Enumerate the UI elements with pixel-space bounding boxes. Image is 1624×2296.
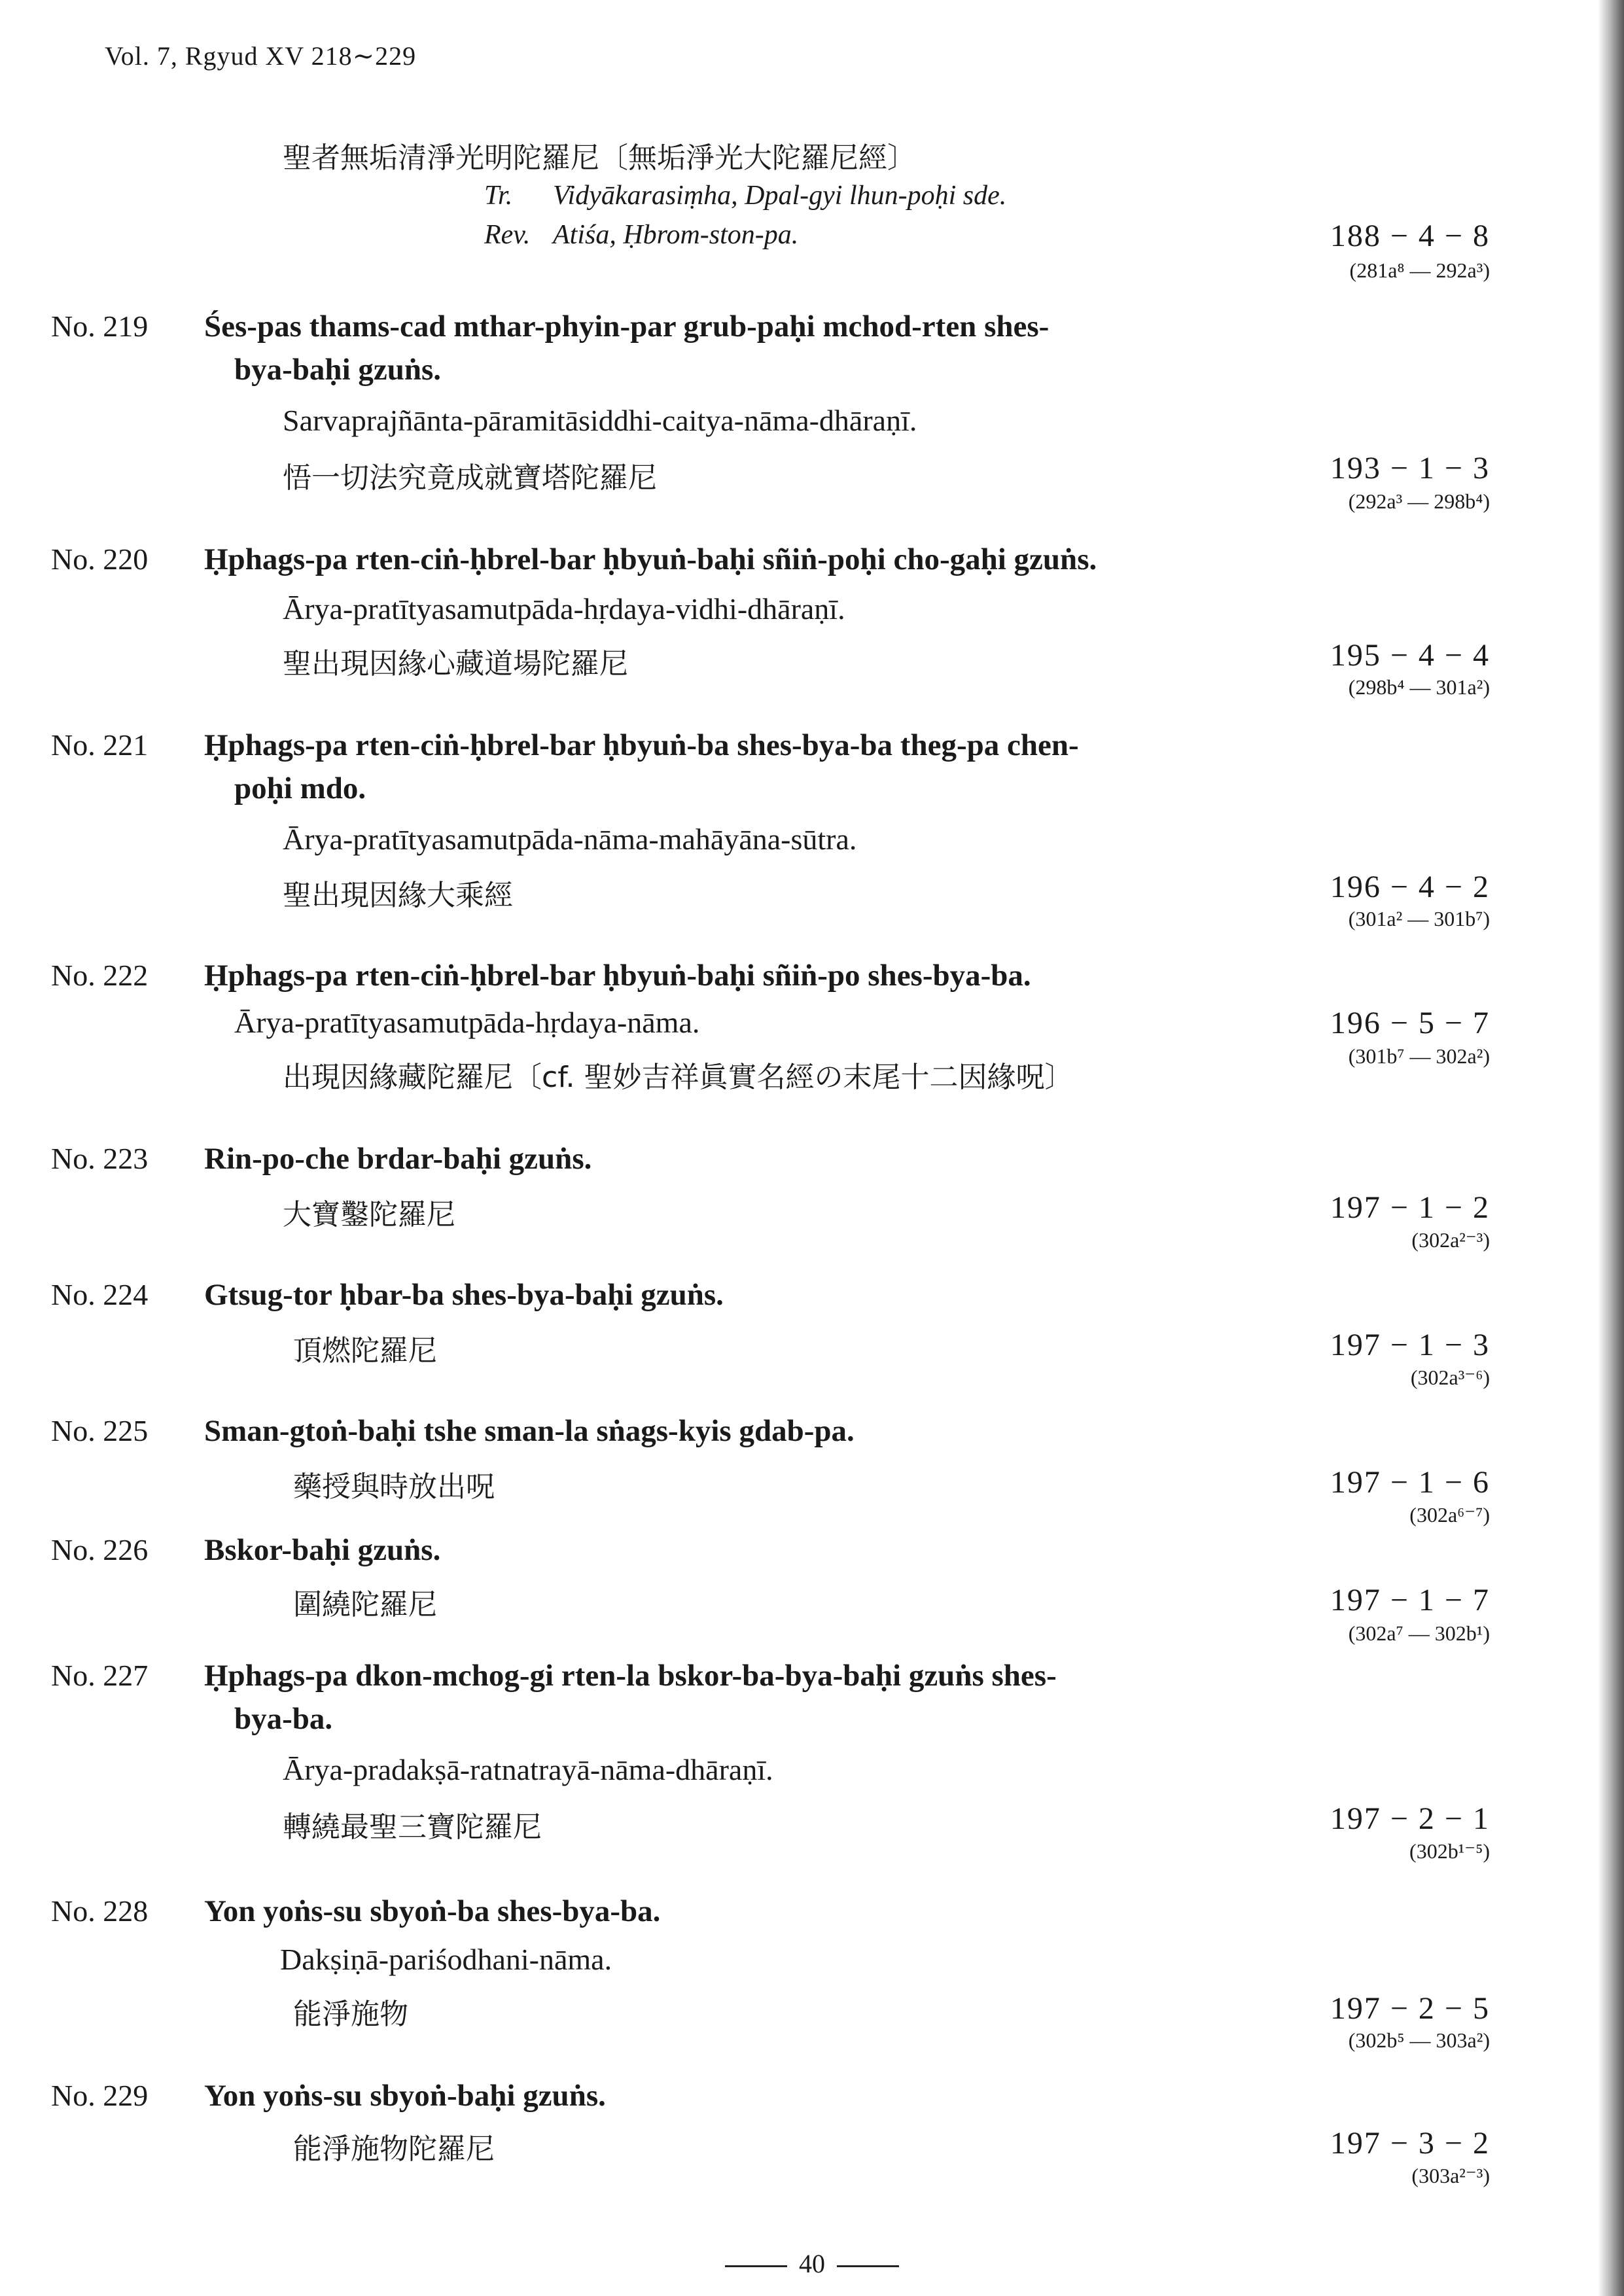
tibetan-title-line: Yon yoṅs-su sbyoṅ-baḥi gzuṅs.	[204, 2079, 606, 2113]
scan-edge-shadow	[1598, 0, 1624, 2296]
tibetan-title	[204, 1890, 1303, 1933]
tibetan-title	[204, 1654, 1303, 1740]
volume-reference: 197 − 1 − 3	[1330, 1328, 1490, 1362]
sanskrit-title: Ārya-pratītyasamutpāda-hṛdaya-nāma.	[234, 1006, 700, 1039]
tibetan-title-line: Śes-pas thams-cad mthar-phyin-par grub-paḥi mchod-rten shes-	[204, 309, 1050, 344]
folio-range: (302b¹⁻⁵)	[1409, 1839, 1490, 1863]
folio-range: (302a³⁻⁶)	[1410, 1366, 1490, 1389]
tibetan-title-line: Sman-gtoṅ-baḥi tshe sman-la sṅags-kyis gdab-pa.	[204, 1414, 855, 1448]
chinese-title: 聖出現因緣心藏道場陀羅尼	[283, 647, 628, 680]
chinese-title: 大寶鑿陀羅尼	[283, 1198, 455, 1231]
page-number-text: 40	[799, 2249, 825, 2278]
sanskrit-title: Sarvaprajñānta-pāramitāsiddhi-caitya-nāma-dhāraṇī.	[283, 404, 917, 437]
chinese-title: 聖者無垢清淨光明陀羅尼〔無垢淨光大陀羅尼經〕	[283, 141, 916, 175]
entry-number: No. 224	[51, 1278, 149, 1311]
chinese-title: 能淨施物	[293, 1998, 408, 2031]
tibetan-title-line: Rin-po-che brdar-baḥi gzuṅs.	[204, 1142, 592, 1176]
tibetan-title-line: bya-baḥi gzuṅs.	[234, 353, 442, 387]
page-number	[0, 2248, 1624, 2279]
tibetan-title-line: Ḥphags-pa rten-ciṅ-ḥbrel-bar ḥbyuṅ-baḥi sñiṅ-po shes-bya-ba.	[204, 959, 1031, 993]
folio-rule-right	[837, 2265, 899, 2267]
chinese-title: 藥授與時放出呪	[293, 1470, 495, 1504]
chinese-title: 聖出現因緣大乘經	[283, 879, 513, 912]
reviser-label: Rev.	[484, 220, 531, 250]
folio-rule-left	[725, 2265, 787, 2267]
sanskrit-title: Ārya-pradakṣā-ratnatrayā-nāma-dhāraṇī.	[283, 1753, 773, 1786]
tibetan-title-line: Ḥphags-pa rten-ciṅ-ḥbrel-bar ḥbyuṅ-ba shes-bya-ba theg-pa chen-	[204, 728, 1079, 762]
tibetan-title-line: Ḥphags-pa dkon-mchog-gi rten-la bskor-ba-bya-baḥi gzuṅs shes-	[204, 1659, 1057, 1693]
chinese-title: 出現因緣藏陀羅尼〔cf. 聖妙吉祥眞實名經の末尾十二因緣呪〕	[283, 1061, 1074, 1094]
tibetan-title-line: Ḥphags-pa rten-ciṅ-ḥbrel-bar ḥbyuṅ-baḥi sñiṅ-poḥi cho-gaḥi gzuṅs.	[204, 542, 1097, 576]
folio-range: (298b⁴ — 301a²)	[1348, 675, 1490, 699]
translator-names: Vidyākarasiṃha, Dpal-gyi lhun-poḥi sde.	[553, 181, 1007, 211]
tibetan-title-line: Yon yoṅs-su sbyoṅ-ba shes-bya-ba.	[204, 1894, 661, 1928]
tibetan-title	[204, 1528, 1303, 1572]
tibetan-title	[204, 305, 1303, 391]
entry-number: No. 228	[51, 1894, 149, 1928]
folio-range: (301b⁷ — 302a²)	[1348, 1044, 1490, 1068]
volume-reference: 197 − 1 − 7	[1330, 1583, 1490, 1617]
tibetan-title-line: bya-ba.	[234, 1702, 333, 1736]
tibetan-title	[204, 954, 1303, 997]
folio-range: (302a²⁻³)	[1411, 1228, 1490, 1252]
volume-reference: 196 − 4 − 2	[1330, 870, 1490, 904]
running-head: Vol. 7, Rgyud XV 218∼229	[105, 41, 417, 71]
chinese-title: 圍繞陀羅尼	[293, 1588, 437, 1621]
tibetan-title	[204, 1273, 1303, 1316]
tibetan-title	[204, 2074, 1303, 2117]
sanskrit-title: Ārya-pratītyasamutpāda-nāma-mahāyāna-sūtra.	[283, 822, 857, 856]
volume-reference: 197 − 2 − 1	[1330, 1801, 1490, 1836]
folio-range: (301a² — 301b⁷)	[1348, 907, 1490, 930]
tibetan-title	[204, 538, 1303, 581]
entry-number: No. 229	[51, 2079, 149, 2112]
entry-number: No. 220	[51, 542, 149, 576]
volume-reference: 193 − 1 − 3	[1330, 451, 1490, 486]
chinese-title: 頂燃陀羅尼	[293, 1334, 437, 1368]
tibetan-title-line: Bskor-baḥi gzuṅs.	[204, 1533, 441, 1567]
folio-range: (302a⁶⁻⁷)	[1409, 1503, 1490, 1527]
tibetan-title	[204, 1409, 1303, 1453]
folio-range: (292a³ — 298b⁴)	[1348, 489, 1490, 513]
tibetan-title	[204, 724, 1303, 810]
chinese-title: 悟一切法究竟成就寶塔陀羅尼	[283, 461, 657, 495]
tibetan-title	[204, 1137, 1303, 1180]
tibetan-title-line: Gtsug-tor ḥbar-ba shes-bya-baḥi gzuṅs.	[204, 1278, 724, 1312]
volume-reference: 197 − 2 − 5	[1330, 1991, 1490, 2026]
entry-number: No. 223	[51, 1142, 149, 1175]
entry-number: No. 222	[51, 959, 149, 992]
translator-label: Tr.	[484, 181, 513, 211]
tibetan-title-line: poḥi mdo.	[234, 771, 366, 805]
volume-reference: 195 − 4 − 4	[1330, 638, 1490, 673]
sanskrit-title: Dakṣiṇā-pariśodhani-nāma.	[280, 1943, 612, 1976]
sanskrit-title: Ārya-pratītyasamutpāda-hṛdaya-vidhi-dhāraṇī.	[283, 592, 845, 626]
entry-number: No. 226	[51, 1533, 149, 1566]
entry-number: No. 225	[51, 1414, 149, 1447]
reviser-names: Atiśa, Ḥbrom-ston-pa.	[553, 220, 799, 250]
volume-reference: 188 − 4 − 8	[1330, 219, 1490, 253]
chinese-title: 能淨施物陀羅尼	[293, 2132, 495, 2166]
chinese-title: 轉繞最聖三寶陀羅尼	[283, 1810, 542, 1844]
entry-number: No. 219	[51, 309, 149, 343]
volume-reference: 197 − 3 − 2	[1330, 2126, 1490, 2161]
folio-range: (302b⁵ — 303a²)	[1348, 2028, 1490, 2052]
folio-range: (281a⁸ — 292a³)	[1349, 258, 1490, 282]
volume-reference: 197 − 1 − 6	[1330, 1465, 1490, 1500]
folio-range: (303a²⁻³)	[1411, 2164, 1490, 2187]
entry-number: No. 221	[51, 728, 149, 762]
volume-reference: 197 − 1 − 2	[1330, 1190, 1490, 1225]
entry-number: No. 227	[51, 1659, 149, 1692]
folio-range: (302a⁷ — 302b¹)	[1348, 1621, 1490, 1645]
volume-reference: 196 − 5 − 7	[1330, 1006, 1490, 1040]
